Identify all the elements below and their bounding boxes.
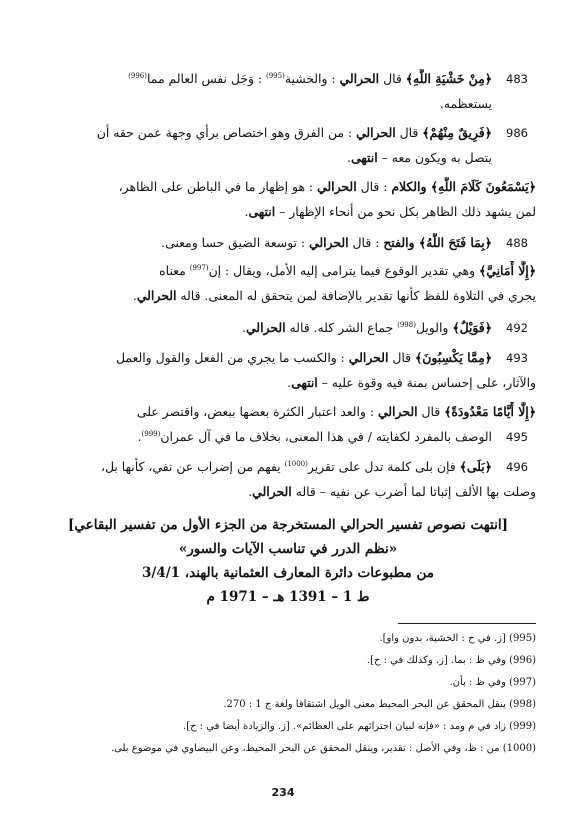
entry-line <box>38 348 492 368</box>
footnote-text: من : ظ، وفي الأصل : تقدير، وينقل المحقق عن البحر المحيط، وعن البيضاوي في موضوع بلى. <box>110 743 503 754</box>
author-name: الحرالي <box>339 71 380 86</box>
entry-line <box>38 261 536 281</box>
text-run: وهي تقدير الوقوع فيما يترامى إليه الأمل، ويقال : إن <box>208 263 480 278</box>
page-number: 234 <box>271 786 295 799</box>
footnote <box>40 675 536 691</box>
text-run: : قال <box>348 235 384 250</box>
text-run: جماع الشر كله. قاله <box>285 320 398 335</box>
entry-number: 483 <box>506 72 528 86</box>
text-run: يفهم من إضراب عن نفي، كأنها بل، <box>101 459 285 474</box>
footnote-text: ينقل المحقق عن البحر المحيط معنى الويل اشتقاقا ولغة ج 1 : 270. <box>223 699 510 710</box>
footnote-ref: (999) <box>141 429 161 438</box>
quran-phrase: ﴿فَوَيْلٌ﴾ <box>452 320 492 335</box>
text-run: : والكسب ما يجري من الفعل والقول والعمل <box>115 350 349 365</box>
closing-line: من مطبوعات دائرة المعارف العثمانية بالهند، 3/4/1 <box>142 565 434 581</box>
entry-line <box>38 482 536 502</box>
text-run: : والخشية <box>284 71 340 86</box>
footnote-ref: (998) <box>397 320 416 329</box>
footnote-ref: (995) <box>265 71 285 80</box>
text-run: : توسعة الضيق حسا ومعنى. <box>161 235 309 250</box>
entry-line <box>38 202 536 222</box>
text-run: والآثار، على إحساس بمنة فيه وقوة عليه – <box>317 375 536 390</box>
footnote-number: (995) <box>509 633 536 644</box>
end-marker: انتهى <box>291 375 318 390</box>
text-run: : والعد اعتبار الكثرة بعضها ببعض، واقتصر على <box>136 404 378 419</box>
text-run: : وَجَل نفس العالم مما <box>147 71 266 86</box>
footnote-text: وفي ظ : بما. [ز. وكذلك في : ح]. <box>366 655 510 666</box>
footnote <box>40 719 536 735</box>
footnote <box>40 631 536 647</box>
entry-line <box>38 123 492 143</box>
footnote-text: وفي ظ : بأن. <box>449 677 510 688</box>
entry-line <box>38 427 492 447</box>
entry-line <box>38 318 492 338</box>
entry-number: 986 <box>506 126 528 140</box>
entry-line <box>38 94 492 114</box>
end-marker: انتهى <box>350 150 378 165</box>
text-run: وصلت بها الألف إثباتا لما أضرب عن نفيه – قاله <box>291 484 536 499</box>
author-name: الحرالي <box>136 288 177 303</box>
text-run: يستعظمه. <box>439 96 492 111</box>
footnote-ref: (996) <box>128 71 147 80</box>
footnote-text: [ز. في ح : الخشية، بدون واو]. <box>379 633 510 644</box>
entry-line <box>38 148 492 168</box>
quran-phrase: ﴿فَرِيقٌ مِنْهُمْ﴾ <box>422 125 492 140</box>
text-run: يجري في التلاوة للفظ كأنها تقدير بالإضافة لمن يتحقق له المعنى. قاله <box>176 288 536 303</box>
quran-phrase: ﴿إِلَّا أَمَانِيَّ﴾ <box>479 263 536 278</box>
text-run: . <box>137 429 142 444</box>
entry-number: 488 <box>506 236 528 250</box>
author-name: الحرالي <box>252 484 292 499</box>
author-name: الحرالي <box>348 350 389 365</box>
text-run: . <box>244 204 249 219</box>
closing-line: «نظم الدرر في تناسب الآيات والسور» <box>178 541 398 557</box>
closing-line: [انتهت نصوص تفسير الحرالي المستخرجة من الجزء الأول من تفسير البقاعي] <box>68 517 508 533</box>
quran-phrase: ﴿مِمَّا يَكْسِبُونَ﴾ <box>415 350 492 365</box>
text-run: يتصل به ويكون معه – <box>377 150 492 165</box>
end-marker: انتهى <box>248 204 276 219</box>
footnote-number: (999) <box>509 721 536 732</box>
text-run: . <box>132 288 137 303</box>
text-run: : هو إظهار ما في الباطن على الظاهر، <box>118 179 318 194</box>
entry-line <box>38 233 492 253</box>
footnote <box>40 697 536 713</box>
text-run: قال <box>395 125 423 140</box>
footnote-number: (998) <box>509 699 536 710</box>
text-run: . <box>242 320 246 335</box>
text-run: : قال <box>356 179 392 194</box>
entry-line <box>38 69 492 89</box>
author-name: الحرالي <box>356 125 396 140</box>
text-run: فإن بلى كلمة تدل على تقرير <box>307 459 460 474</box>
text-run: . <box>287 375 292 390</box>
quran-phrase: ﴿مِنْ خَشْيَةِ اللَّهِ﴾ <box>405 71 492 86</box>
text-run: : من الفرق وهو اختصاص برأي وجهة عمن حقه أن <box>96 125 357 140</box>
author-name: الحرالي <box>317 179 357 194</box>
entry-number: 493 <box>506 351 528 365</box>
entry-line <box>38 457 492 477</box>
footnote-ref: (1000) <box>284 459 308 468</box>
text-run: الوصف بالمفرد لكفايته / في هذا المعنى، بخلاف ما في آل عمران <box>160 429 492 444</box>
quran-phrase: ﴿إِلَّا أَيَّامًا مَعْدُودَةً﴾ <box>444 404 536 419</box>
footnote-ref: (997) <box>189 263 209 272</box>
text-run: . <box>248 484 253 499</box>
entry-line <box>38 177 536 197</box>
text-run: قال <box>417 404 445 419</box>
text-run: . <box>347 150 351 165</box>
entry-line <box>38 373 536 393</box>
entry-line <box>38 286 536 306</box>
text-run: قال <box>379 71 406 86</box>
entry-number: 496 <box>506 460 528 474</box>
quran-phrase: ﴿بِمَا فَتَحَ اللَّهُ﴾ والفتح <box>383 235 492 250</box>
author-name: الحرالي <box>309 235 349 250</box>
footnote-number: (996) <box>509 655 536 666</box>
closing-line: ط 1 – 1391 هـ – 1971 م <box>206 589 370 605</box>
quran-phrase: ﴿بَلَى﴾ <box>459 459 492 474</box>
footnote-number: (997) <box>509 677 536 688</box>
footnote-separator <box>398 623 536 624</box>
footnote-text: زاد في م ومد : «فإنه لبيان اجترائهم على العظائم». [ز. والزيادة أيضا في : ح]. <box>183 721 510 732</box>
footnote-number: (1000) <box>502 743 536 754</box>
text-run: قال <box>388 350 415 365</box>
entry-number: 495 <box>506 430 528 444</box>
footnote <box>40 653 536 669</box>
footnote <box>40 741 536 757</box>
text-run: والويل <box>415 320 453 335</box>
text-run: معناه <box>159 263 190 278</box>
entry-line <box>38 402 536 422</box>
quran-phrase: ﴿يَسْمَعُونَ كَلَامَ اللَّهِ﴾ والكلام <box>391 179 536 194</box>
author-name: الحرالي <box>245 320 286 335</box>
entry-number: 492 <box>506 321 528 335</box>
author-name: الحرالي <box>377 404 418 419</box>
text-run: لمن يشهد ذلك الظاهر بكل نحو من أنحاء الإظهار – <box>275 204 536 219</box>
